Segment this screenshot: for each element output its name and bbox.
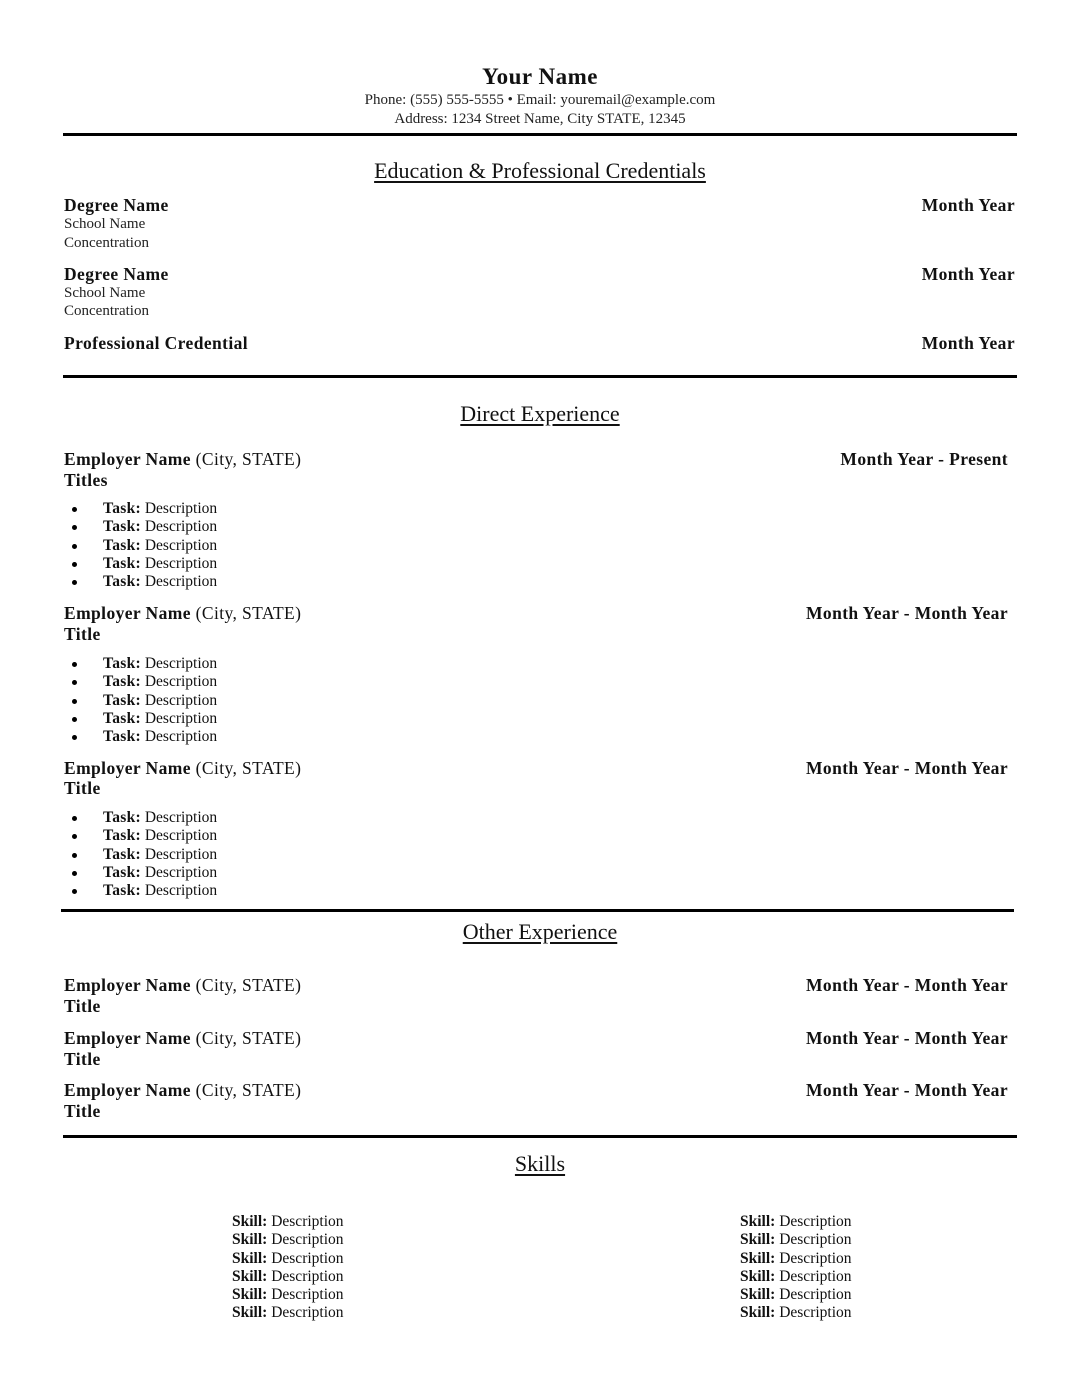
professional-credential: Professional Credential [64,333,249,353]
skill-description: Description [779,1213,852,1230]
employer-location: (City, STATE) [195,449,302,469]
task-list [64,809,217,900]
direct-experience-section-title: Direct Experience [460,401,620,426]
task-description: Description [144,809,218,826]
task-label: Task: [103,518,141,536]
skill-label: Skill: [740,1213,776,1230]
job-title: Title [64,778,101,798]
bullet-icon [72,735,77,740]
degree-date: Month Year [921,264,1015,284]
task-item [64,846,217,864]
task-description: Description [144,673,218,691]
skills-list-left [232,1213,344,1323]
task-list [64,500,217,591]
skill-description: Description [271,1213,344,1230]
bullet-icon [72,853,77,858]
job-title: Title [64,624,101,644]
task-description: Description [144,655,218,672]
task-label: Task: [103,728,141,746]
task-item [64,692,217,710]
task-description: Description [144,728,218,746]
bullet-icon [72,680,77,685]
bullet-icon [72,562,77,567]
skill-item [740,1268,852,1286]
skill-label: Skill: [740,1249,776,1267]
bullet-icon [72,544,77,549]
employer-name: Employer Name [64,758,191,778]
skill-item [232,1286,344,1304]
skill-label: Skill: [232,1249,268,1267]
employer-name: Employer Name [64,449,191,469]
skill-item [740,1213,852,1231]
skill-label: Skill: [232,1267,268,1285]
employer-name: Employer Name [64,603,191,623]
task-item [64,537,217,555]
task-label: Task: [103,573,141,591]
employment-dates: Month Year - Month Year [806,975,1008,995]
bullet-icon [72,507,77,512]
task-item [64,673,217,691]
bullet-icon [72,834,77,839]
employment-dates: Month Year - Month Year [806,603,1008,623]
employment-dates: Month Year - Present [840,449,1008,469]
task-item [64,573,217,591]
task-label: Task: [103,863,141,881]
task-label: Task: [103,882,141,900]
employer-location: (City, STATE) [195,603,302,623]
task-label: Task: [103,709,141,727]
employer-name: Employer Name [64,1080,191,1100]
skill-item [740,1304,852,1322]
task-description: Description [144,691,218,709]
skill-item [232,1231,344,1249]
task-label: Task: [103,809,141,826]
employer-line [64,1028,301,1049]
bullet-icon [72,871,77,876]
task-description: Description [144,863,218,881]
employment-dates: Month Year - Month Year [806,1080,1008,1100]
other-experience-divider [63,1135,1017,1138]
other-experience-section-title: Other Experience [462,919,618,944]
skill-description: Description [779,1249,852,1267]
task-item [64,710,217,728]
employer-line [64,603,301,624]
job-title: Title [64,996,101,1016]
task-label: Task: [103,655,141,672]
employer-name: Employer Name [64,1028,191,1048]
skill-item [232,1304,344,1322]
task-label: Task: [103,827,141,845]
task-list [64,655,217,746]
direct-experience-divider [61,909,1014,912]
task-description: Description [144,518,218,536]
bullet-icon [72,699,77,704]
skill-description: Description [779,1231,852,1249]
skill-description: Description [271,1267,344,1285]
skill-label: Skill: [232,1304,268,1322]
task-description: Description [144,709,218,727]
education-section-title: Education & Professional Credentials [374,158,706,183]
task-description: Description [144,845,218,863]
job-title: Title [64,1049,101,1069]
skill-description: Description [779,1267,852,1285]
skill-description: Description [271,1286,344,1304]
skill-description: Description [271,1304,344,1322]
credential-date: Month Year [921,333,1015,353]
skill-label: Skill: [740,1304,776,1322]
task-item [64,555,217,573]
concentration: Concentration [64,235,149,251]
task-label: Task: [103,500,141,517]
employer-location: (City, STATE) [195,975,302,995]
task-description: Description [144,500,218,517]
employer-line [64,449,301,470]
employer-location: (City, STATE) [195,758,302,778]
employer-location: (City, STATE) [195,1028,302,1048]
task-label: Task: [103,536,141,554]
skill-label: Skill: [232,1213,268,1230]
school-name: School Name [64,285,146,301]
task-item [64,728,217,746]
task-item [64,864,217,882]
bullet-icon [72,816,77,821]
degree-name: Degree Name [64,264,169,284]
skill-item [232,1268,344,1286]
skills-list-right [740,1213,852,1323]
task-label: Task: [103,691,141,709]
task-description: Description [144,882,218,900]
skill-label: Skill: [232,1286,268,1304]
bullet-icon [72,580,77,585]
job-title: Title [64,1101,101,1121]
task-description: Description [144,827,218,845]
employer-line [64,975,301,996]
school-name: School Name [64,216,146,232]
task-item [64,655,217,673]
contact-line-phone-email: Phone: (555) 555-5555 • Email: youremail@example.com [364,92,716,108]
skill-description: Description [779,1304,852,1322]
skill-label: Skill: [740,1267,776,1285]
task-item [64,809,217,827]
skill-description: Description [779,1286,852,1304]
employment-dates: Month Year - Month Year [806,758,1008,778]
skill-description: Description [271,1249,344,1267]
skill-label: Skill: [232,1231,268,1249]
task-description: Description [144,554,218,572]
task-item [64,518,217,536]
task-item [64,882,217,900]
bullet-icon [72,662,77,667]
employer-line [64,758,301,779]
task-description: Description [144,536,218,554]
skill-item [740,1286,852,1304]
task-item [64,827,217,845]
skill-item [740,1231,852,1249]
degree-date: Month Year [921,195,1015,215]
employment-dates: Month Year - Month Year [806,1028,1008,1048]
skill-item [740,1250,852,1268]
task-item [64,500,217,518]
task-label: Task: [103,845,141,863]
task-label: Task: [103,673,141,691]
employer-location: (City, STATE) [195,1080,302,1100]
skills-section-title: Skills [514,1151,566,1176]
employer-name: Employer Name [64,975,191,995]
task-label: Task: [103,554,141,572]
header-divider [63,133,1017,136]
skill-description: Description [271,1231,344,1249]
bullet-icon [72,525,77,530]
bullet-icon [72,889,77,894]
degree-name: Degree Name [64,195,169,215]
skill-label: Skill: [740,1231,776,1249]
task-description: Description [144,573,218,591]
skill-label: Skill: [740,1286,776,1304]
education-divider [63,375,1017,378]
resume-name: Your Name [482,64,598,89]
bullet-icon [72,717,77,722]
job-title: Titles [64,470,108,490]
skill-item [232,1250,344,1268]
contact-line-address: Address: 1234 Street Name, City STATE, 12345 [394,111,686,127]
concentration: Concentration [64,303,149,319]
skill-item [232,1213,344,1231]
employer-line [64,1080,301,1101]
